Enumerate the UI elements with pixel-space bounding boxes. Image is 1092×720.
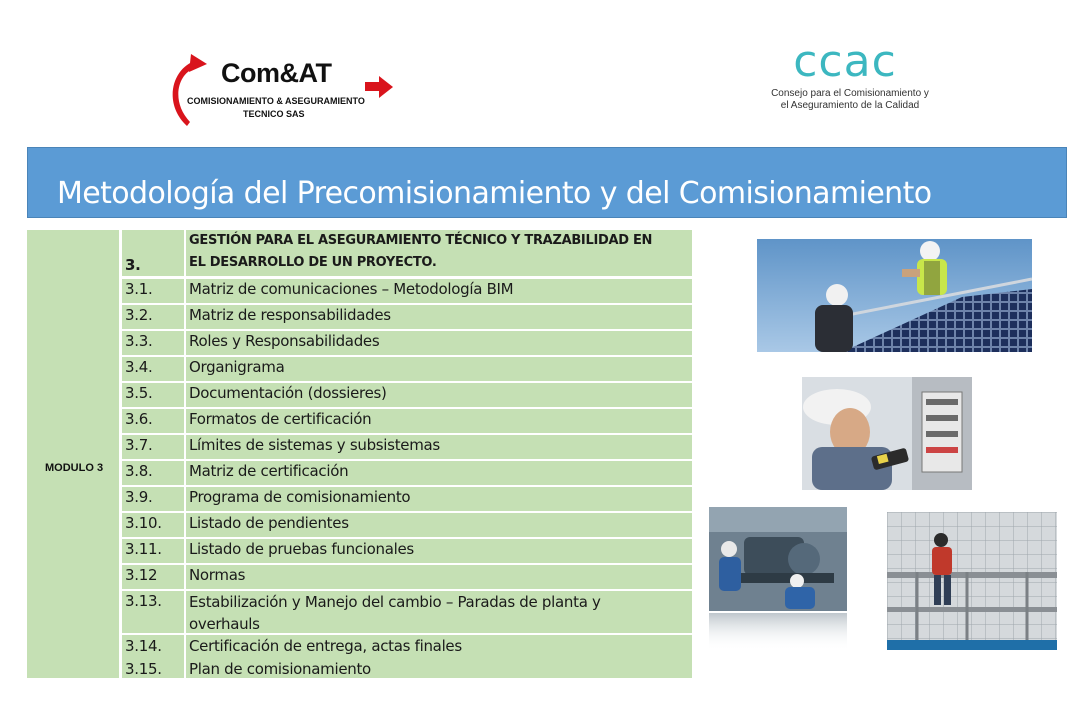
ccac-subtitle-line1: Consejo para el Comisionamiento y	[771, 88, 929, 99]
comat-subtitle: COMISIONAMIENTO & ASEGURAMIENTO	[187, 96, 365, 106]
row-number: 3.7.	[122, 435, 184, 459]
ccac-subtitle-line2: el Aseguramiento de la Calidad	[780, 100, 920, 111]
row-text-3-14: Certificación de entrega, actas finales	[189, 637, 462, 655]
header-text	[186, 230, 692, 276]
row-text: Organigrama	[186, 357, 692, 381]
industrial-machinery-photo	[709, 507, 847, 611]
row-text: Normas	[186, 565, 692, 589]
table-row	[122, 331, 692, 355]
module-label: MODULO 3	[45, 462, 104, 474]
row-text-3-15: Plan de comisionamiento	[189, 660, 371, 678]
row-number: 3.13.	[122, 591, 184, 633]
table-row	[122, 565, 692, 589]
row-number: 3.11.	[122, 539, 184, 563]
table-row	[122, 513, 692, 537]
row-number: 3.3.	[122, 331, 184, 355]
table-row-combined	[122, 635, 692, 678]
ceiling-construction-photo	[887, 512, 1057, 650]
row-number-3-14: 3.14.	[125, 637, 162, 655]
row-text: Matriz de responsabilidades	[186, 305, 692, 329]
row-text: Listado de pendientes	[186, 513, 692, 537]
header-text-line2: EL DESARROLLO DE UN PROYECTO.	[189, 255, 437, 270]
row-text: Matriz de comunicaciones – Metodología BIM	[186, 279, 692, 303]
machinery-photo-reflection	[709, 613, 847, 651]
solar-panel-workers-photo	[757, 239, 1032, 352]
table-header-row	[122, 230, 692, 276]
table-row	[122, 539, 692, 563]
table-row	[122, 461, 692, 485]
comat-logo	[165, 52, 400, 132]
comat-title: Com&AT	[221, 58, 332, 88]
row-number-3-15: 3.15.	[125, 660, 162, 678]
table-row	[122, 305, 692, 329]
module-cell	[27, 230, 119, 678]
row-number	[122, 635, 184, 678]
row-text-line2: overhauls	[189, 615, 260, 633]
row-text: Roles y Responsabilidades	[186, 331, 692, 355]
row-text	[186, 591, 692, 633]
page-title: Metodología del Precomisionamiento y del Comisionamiento	[57, 176, 932, 211]
row-text-line1: Estabilización y Manejo del cambio – Paradas de planta y	[189, 593, 601, 611]
row-number: 3.9.	[122, 487, 184, 511]
electrician-tester-photo	[802, 377, 972, 490]
table-row	[122, 279, 692, 303]
header-text-line1: GESTIÓN PARA EL ASEGURAMIENTO TÉCNICO Y TRAZABILIDAD EN	[189, 233, 653, 248]
title-banner	[27, 147, 1067, 218]
table-row	[122, 409, 692, 433]
table-row	[122, 383, 692, 407]
table-row	[122, 487, 692, 511]
comat-subtitle-2: TECNICO SAS	[243, 109, 305, 119]
row-text	[186, 635, 692, 678]
row-number: 3.12	[122, 565, 184, 589]
ccac-logo	[760, 36, 940, 120]
ccac-subtitle	[760, 88, 940, 112]
row-text: Límites de sistemas y subsistemas	[186, 435, 692, 459]
row-text: Documentación (dossieres)	[186, 383, 692, 407]
row-number: 3.10.	[122, 513, 184, 537]
row-text: Listado de pruebas funcionales	[186, 539, 692, 563]
row-number: 3.5.	[122, 383, 184, 407]
table-row	[122, 357, 692, 381]
row-number: 3.6.	[122, 409, 184, 433]
row-text: Matriz de certificación	[186, 461, 692, 485]
table-row	[122, 435, 692, 459]
row-number: 3.4.	[122, 357, 184, 381]
table-row	[122, 591, 692, 633]
ccac-wordmark: ccac	[793, 36, 897, 87]
header-number: 3.	[122, 230, 184, 276]
row-text: Formatos de certificación	[186, 409, 692, 433]
row-number: 3.1.	[122, 279, 184, 303]
row-number: 3.8.	[122, 461, 184, 485]
row-number: 3.2.	[122, 305, 184, 329]
row-text: Programa de comisionamiento	[186, 487, 692, 511]
